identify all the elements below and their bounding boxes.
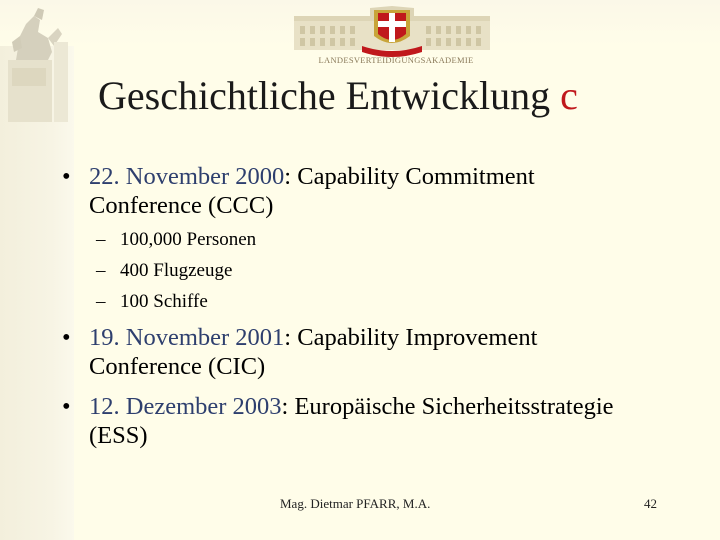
sub-bullet-item [96,229,256,251]
slide-title-text: Geschichtliche Entwicklung [98,73,561,118]
bullet-item [62,162,682,220]
bullet-dot-icon: • [62,324,71,351]
bullet-date: 12. Dezember 2003 [89,393,282,420]
academy-building-image [292,6,492,62]
bullet-dot-icon: • [62,163,71,190]
bullet-date: 19. November 2001 [89,324,285,351]
academy-name: LANDESVERTEIDIGUNGSAKADEMIE [318,55,474,65]
dash-icon: – [96,260,106,281]
bullet-text: : Capability Commitment [284,163,535,190]
bullet-text-continued: (ESS) [89,422,148,449]
bullet-text-continued: Conference (CCC) [89,192,274,219]
bullet-item [62,392,682,450]
bullet-date: 22. November 2000 [89,163,285,190]
sub-bullet-text: 400 Flugzeuge [120,260,233,281]
slide-title-accent: c [560,73,578,118]
dash-icon: – [96,291,106,312]
sub-bullet-text: 100,000 Personen [120,229,257,250]
slide-title [98,72,578,119]
statue-image [4,2,70,122]
bullet-text-continued: Conference (CIC) [89,353,266,380]
footer-author: Mag. Dietmar PFARR, M.A. [280,496,431,511]
bullet-dot-icon: • [62,393,71,420]
dash-icon: – [96,229,106,250]
bullet-text: : Europäische Sicherheitsstrategie [281,393,614,420]
sub-bullet-text: 100 Schiffe [120,291,208,312]
sub-bullet-item [96,260,232,282]
bullet-text: : Capability Improvement [284,324,538,351]
bullet-item [62,323,682,381]
page-number: 42 [644,496,657,511]
sub-bullet-item [96,291,208,313]
